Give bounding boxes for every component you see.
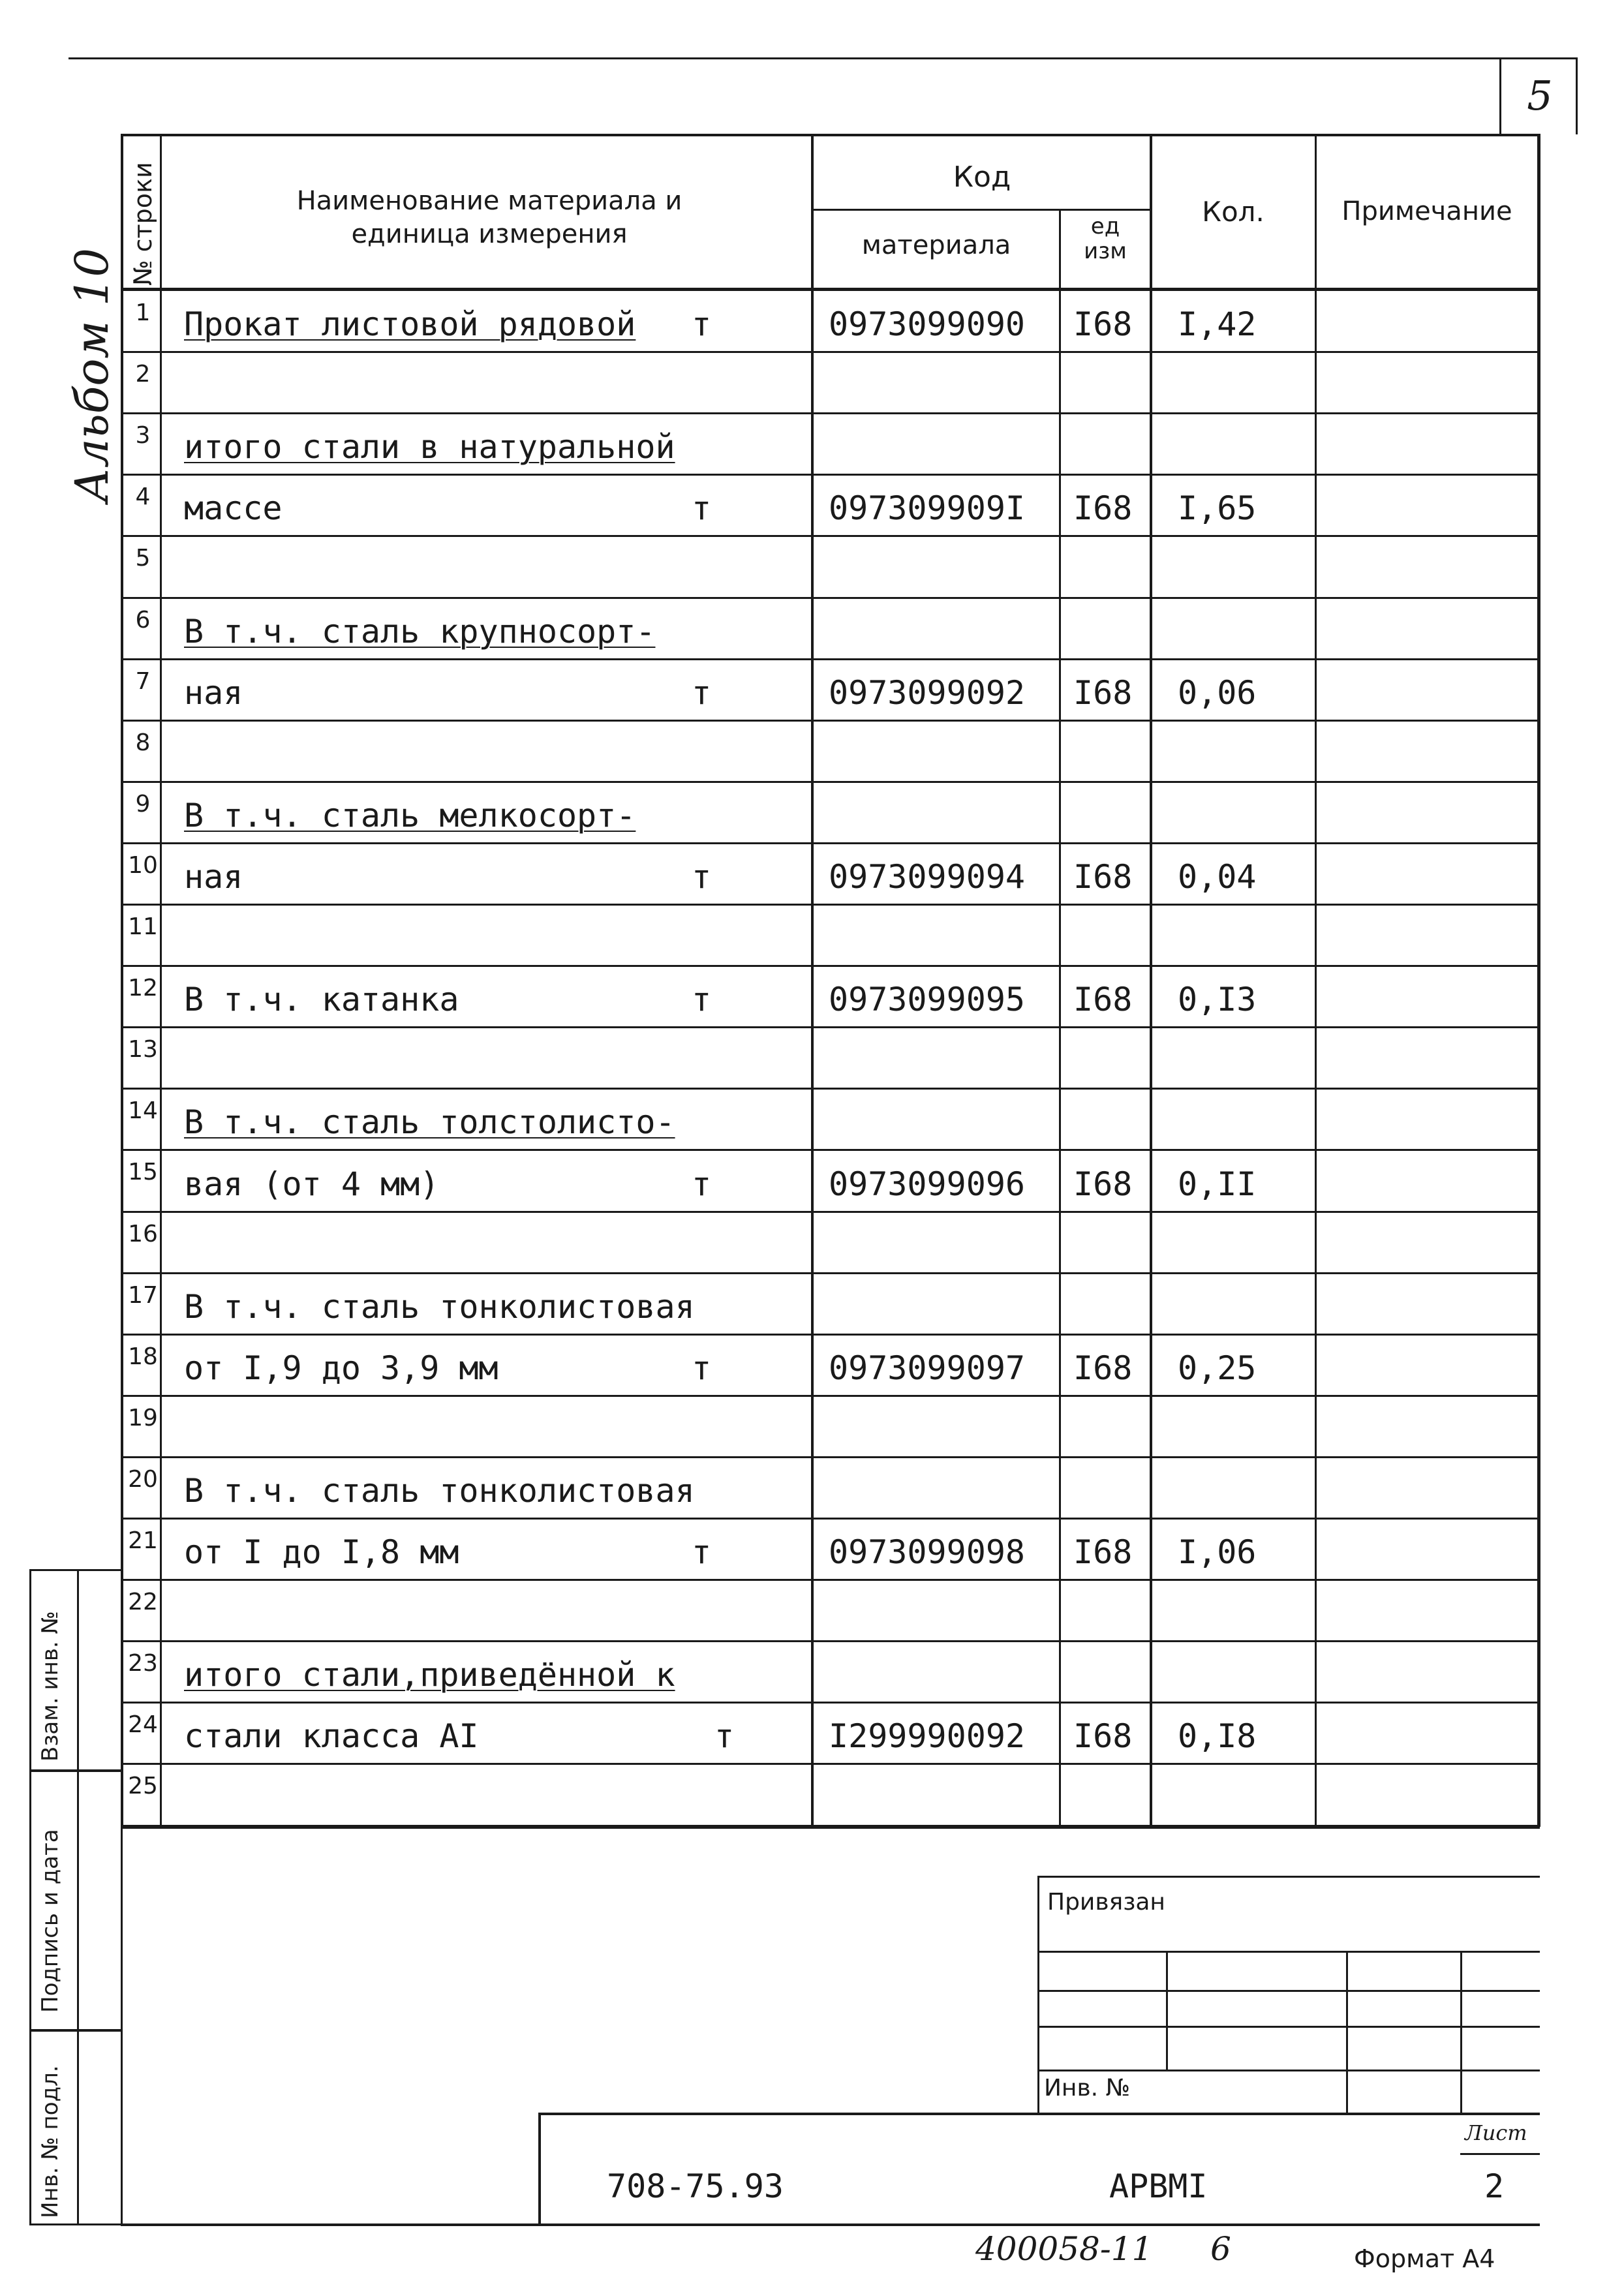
- row-number: 23: [128, 1650, 158, 1677]
- stamp-inv-no: Инв. №: [1044, 2075, 1131, 2101]
- header-name-line2: единица измерения: [351, 219, 628, 249]
- row-separator: [162, 1334, 1539, 1336]
- row-number: 19: [128, 1404, 158, 1431]
- row-number: 3: [135, 422, 151, 450]
- row-number: 8: [135, 729, 151, 756]
- row-material-code: 097309909I: [829, 489, 1026, 528]
- row-separator: [162, 597, 1539, 599]
- row-name: вая (от 4 мм): [184, 1165, 440, 1203]
- header-unit-line2: изм: [1084, 238, 1127, 264]
- header-name-line1: Наименование материала и: [296, 186, 682, 216]
- header-qty: Кол.: [1202, 196, 1264, 228]
- row-number: 1: [135, 299, 151, 326]
- row-number-separator: [123, 965, 161, 967]
- row-number: 7: [135, 667, 151, 695]
- row-unit: т: [692, 1349, 712, 1387]
- row-number-separator: [123, 1026, 161, 1028]
- row-number: 22: [128, 1589, 158, 1616]
- row-separator: [162, 1518, 1539, 1520]
- row-number: 17: [128, 1281, 158, 1309]
- row-name: В т.ч. сталь мелкосорт-: [184, 796, 636, 834]
- row-name: В т.ч. сталь толстолисто-: [184, 1103, 675, 1142]
- row-separator: [162, 1640, 1539, 1642]
- row-separator: [162, 842, 1539, 844]
- row-name: ная: [184, 673, 243, 712]
- row-unit-code: I68: [1073, 673, 1133, 712]
- stamp-sheet-label: Лист: [1465, 2120, 1527, 2145]
- row-separator: [162, 1026, 1539, 1028]
- row-number-separator: [123, 535, 161, 537]
- row-name: стали класса AI: [184, 1717, 479, 1756]
- row-separator: [162, 720, 1539, 722]
- row-name: ная: [184, 858, 243, 896]
- row-material-code: 0973099098: [829, 1533, 1026, 1572]
- row-qty: I,42: [1178, 305, 1257, 344]
- row-unit: т: [692, 673, 712, 712]
- row-number-separator: [123, 351, 161, 353]
- row-material-code: 0973099094: [829, 858, 1026, 896]
- row-unit: т: [692, 858, 712, 896]
- row-number: 10: [128, 851, 158, 879]
- footer-format: Формат А4: [1354, 2244, 1495, 2273]
- row-number-separator: [123, 842, 161, 844]
- row-qty: 0,06: [1178, 673, 1257, 712]
- row-material-code: 0973099096: [829, 1165, 1026, 1203]
- row-qty: 0,I3: [1178, 981, 1257, 1019]
- row-separator: [162, 1702, 1539, 1704]
- row-unit-code: I68: [1073, 489, 1133, 528]
- row-qty: 0,04: [1178, 858, 1257, 896]
- row-number: 15: [128, 1159, 158, 1186]
- row-number-separator: [123, 1763, 161, 1765]
- row-separator: [162, 658, 1539, 660]
- row-separator: [162, 1456, 1539, 1458]
- row-number: 9: [135, 790, 151, 817]
- row-name: В т.ч. сталь тонколистовая: [184, 1287, 695, 1326]
- row-separator: [162, 1149, 1539, 1151]
- row-name: массе: [184, 489, 283, 528]
- row-name: В т.ч. сталь крупносорт-: [184, 612, 656, 650]
- row-name: итого стали,приведённой к: [184, 1656, 675, 1694]
- stamp-privyazan: Привязан: [1047, 1889, 1165, 1916]
- row-number: 5: [135, 545, 151, 572]
- row-separator: [162, 1088, 1539, 1090]
- row-number: 6: [135, 606, 151, 634]
- row-material-code: 0973099092: [829, 673, 1026, 712]
- row-unit: т: [692, 1533, 712, 1572]
- row-number: 16: [128, 1220, 158, 1247]
- row-number: 12: [128, 975, 158, 1002]
- row-separator: [162, 781, 1539, 783]
- row-number-separator: [123, 1702, 161, 1704]
- row-name: от I,9 до 3,9 мм: [184, 1349, 498, 1387]
- row-separator: [162, 351, 1539, 353]
- row-name: Прокат листовой рядовой: [184, 305, 636, 344]
- row-number-separator: [123, 781, 161, 783]
- row-number: 2: [135, 361, 151, 388]
- row-number-separator: [123, 1211, 161, 1213]
- row-material-code: 0973099090: [829, 305, 1026, 344]
- row-number: 11: [128, 913, 158, 940]
- row-number-separator: [123, 1579, 161, 1581]
- row-unit: т: [692, 489, 712, 528]
- side-podpis-data: Подпись и дата: [37, 1829, 63, 2013]
- row-separator: [162, 474, 1539, 476]
- stamp-doc-mark: АРВМI: [1109, 2167, 1208, 2205]
- row-separator: [162, 1395, 1539, 1397]
- header-note: Примечание: [1341, 196, 1512, 226]
- row-qty: I,06: [1178, 1533, 1257, 1572]
- row-number: 18: [128, 1343, 158, 1370]
- row-number: 14: [128, 1097, 158, 1125]
- row-number-separator: [123, 720, 161, 722]
- row-separator: [162, 965, 1539, 967]
- row-material-code: 0973099097: [829, 1349, 1026, 1387]
- row-number: 13: [128, 1036, 158, 1063]
- album-label: Альбом 10: [65, 248, 119, 502]
- row-name: В т.ч. сталь тонколистовая: [184, 1472, 695, 1510]
- header-code: Код: [953, 160, 1011, 194]
- row-separator: [162, 1763, 1539, 1765]
- row-number-separator: [123, 904, 161, 906]
- row-number-separator: [123, 1272, 161, 1274]
- row-number: 25: [128, 1773, 158, 1800]
- side-inv-podl: Инв. № подл.: [37, 2065, 63, 2218]
- page-number: 5: [1527, 72, 1553, 119]
- row-unit: т: [692, 305, 712, 344]
- row-number-separator: [123, 1640, 161, 1642]
- row-number-separator: [123, 1149, 161, 1151]
- side-vzam-inv: Взам. инв. №: [37, 1611, 63, 1762]
- row-qty: 0,II: [1178, 1165, 1257, 1203]
- row-separator: [162, 1579, 1539, 1581]
- row-unit-code: I68: [1073, 1717, 1133, 1756]
- stamp-doc-code: 708-75.93: [607, 2167, 784, 2205]
- row-number-separator: [123, 597, 161, 599]
- row-number-separator: [123, 1456, 161, 1458]
- row-number: 4: [135, 483, 151, 511]
- header-row-no: № строки: [129, 162, 157, 286]
- row-name: от I до I,8 мм: [184, 1533, 459, 1572]
- row-separator: [162, 904, 1539, 906]
- row-number-separator: [123, 412, 161, 414]
- header-material: материала: [861, 230, 1011, 260]
- row-number: 24: [128, 1711, 158, 1739]
- row-number-separator: [123, 1825, 161, 1827]
- row-number: 20: [128, 1465, 158, 1493]
- row-number-separator: [123, 1395, 161, 1397]
- row-material-code: I299990092: [829, 1717, 1026, 1756]
- row-separator: [162, 1272, 1539, 1274]
- row-unit-code: I68: [1073, 305, 1133, 344]
- row-number-separator: [123, 1518, 161, 1520]
- row-separator: [162, 1825, 1539, 1827]
- row-unit-code: I68: [1073, 1533, 1133, 1572]
- row-unit-code: I68: [1073, 1165, 1133, 1203]
- row-number-separator: [123, 658, 161, 660]
- row-separator: [162, 412, 1539, 414]
- row-unit-code: I68: [1073, 981, 1133, 1019]
- row-qty: 0,I8: [1178, 1717, 1257, 1756]
- row-separator: [162, 1211, 1539, 1213]
- header-unit-line1: ед: [1090, 213, 1120, 239]
- row-number-separator: [123, 1334, 161, 1336]
- row-qty: I,65: [1178, 489, 1257, 528]
- row-unit-code: I68: [1073, 1349, 1133, 1387]
- row-number-separator: [123, 474, 161, 476]
- row-name: В т.ч. катанка: [184, 981, 459, 1019]
- row-qty: 0,25: [1178, 1349, 1257, 1387]
- row-number-separator: [123, 1088, 161, 1090]
- row-unit: т: [692, 1165, 712, 1203]
- row-number: 21: [128, 1527, 158, 1554]
- row-unit-code: I68: [1073, 858, 1133, 896]
- row-separator: [162, 535, 1539, 537]
- row-name: итого стали в натуральной: [184, 428, 675, 466]
- footer-handwritten-sheet: 6: [1210, 2230, 1231, 2268]
- row-material-code: 0973099095: [829, 981, 1026, 1019]
- row-unit: т: [714, 1717, 735, 1756]
- row-unit: т: [692, 981, 712, 1019]
- stamp-sheet-no: 2: [1484, 2167, 1505, 2205]
- footer-handwritten-no: 400058-11: [975, 2230, 1153, 2268]
